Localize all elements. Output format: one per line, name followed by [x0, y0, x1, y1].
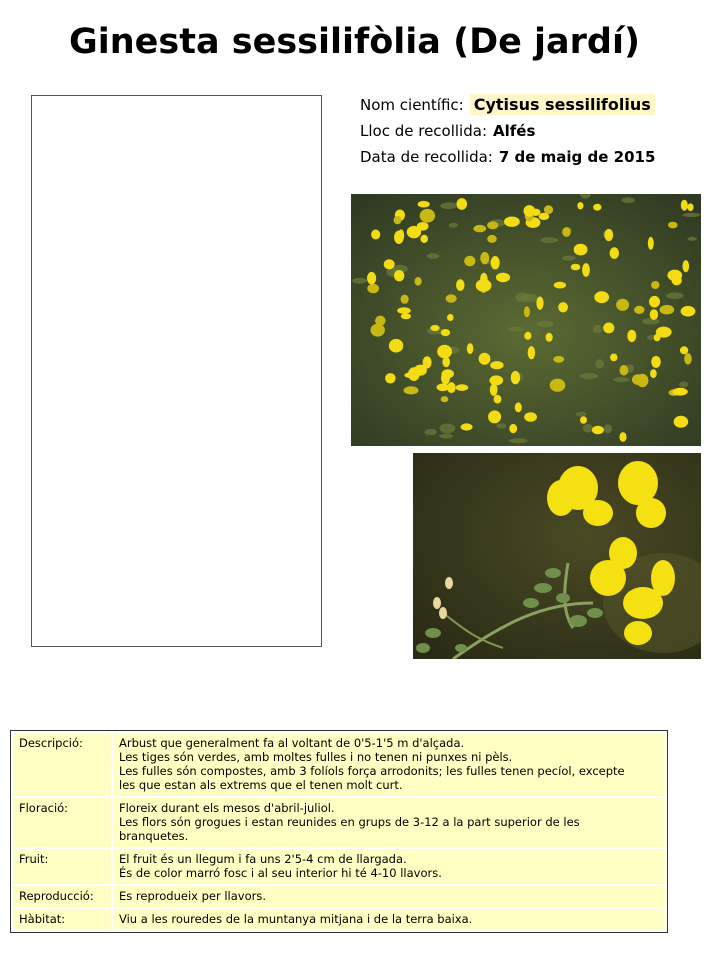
fact-line: les que estan als extrems que el tenen molt curt. [119, 778, 403, 792]
facts-row [13, 849, 665, 884]
facts-row [13, 733, 665, 796]
fact-line: branquetes. [119, 829, 189, 843]
shrub-photo [351, 194, 701, 446]
fact-value [113, 849, 665, 884]
collection-place-label: Lloc de recollida: [360, 122, 487, 140]
collection-date-row [360, 148, 655, 166]
facts-row [13, 798, 665, 847]
scientific-name-value: Cytisus sessilifolius [470, 94, 655, 115]
page-title: Ginesta sessilifòlia (De jardí) [69, 22, 640, 62]
fact-label: Hàbitat: [13, 909, 111, 930]
scientific-name-row [360, 95, 655, 114]
collection-date-label: Data de recollida: [360, 148, 493, 166]
facts-row [13, 886, 665, 907]
fact-line: Es reprodueix per llavors. [119, 889, 267, 903]
facts-table [10, 730, 668, 933]
fact-line: Les flors són grogues i estan reunides en grups de 3-12 a la part superior de les [119, 815, 580, 829]
collection-place-row [360, 122, 535, 140]
fact-label: Descripció: [13, 733, 111, 796]
fact-line: Floreix durant els mesos d'abril-juliol. [119, 801, 335, 815]
fact-value [113, 909, 665, 930]
fact-line: Viu a les rouredes de la muntanya mitjana i de la terra baixa. [119, 912, 473, 926]
fact-label: Fruit: [13, 849, 111, 884]
facts-row [13, 909, 665, 930]
fact-line: Les tiges són verdes, amb moltes fulles i no tenen ni punxes ni pèls. [119, 750, 513, 764]
fact-label: Reproducció: [13, 886, 111, 907]
fact-value [113, 733, 665, 796]
fact-line: És de color marró fosc i al seu interior hi té 4-10 llavors. [119, 866, 442, 880]
collection-date-value: 7 de maig de 2015 [498, 148, 656, 166]
collection-place-value: Alfés [493, 122, 536, 140]
scientific-name-label: Nom científic: [360, 96, 464, 114]
specimen-placeholder [31, 95, 322, 647]
fact-line: El fruit és un llegum i fa uns 2'5-4 cm de llargada. [119, 852, 407, 866]
fact-value [113, 886, 665, 907]
fact-line: Les fulles són compostes, amb 3 folíols força arrodonits; les fulles tenen pecíol, excepte [119, 764, 625, 778]
fact-label: Floració: [13, 798, 111, 847]
fact-value [113, 798, 665, 847]
flower-closeup-photo [413, 453, 701, 659]
fact-line: Arbust que generalment fa al voltant de 0'5-1'5 m d'alçada. [119, 736, 465, 750]
